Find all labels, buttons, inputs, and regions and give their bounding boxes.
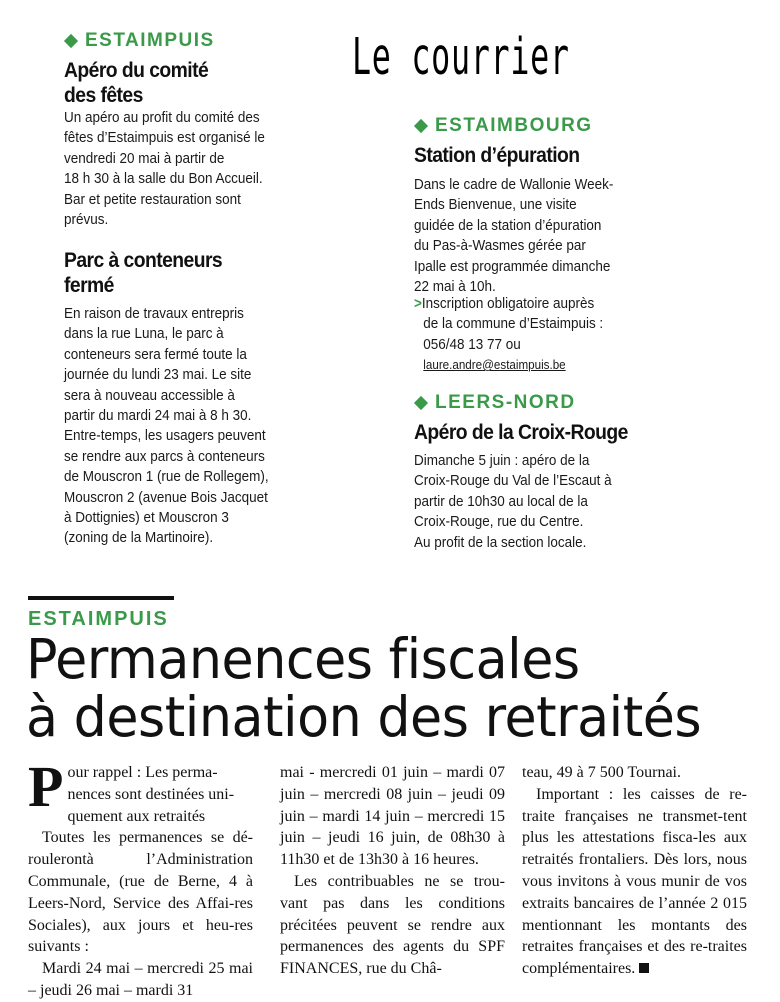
section-label-text: LEERS-NORD: [435, 392, 576, 413]
article-body-parc-conteneurs: [64, 304, 287, 549]
paragraph: Les contribuables ne se trou-vant pas dans les conditions précitées peuvent se rendre aux permanences des agents du SPF FINANCES, rue du Châ-: [280, 872, 505, 978]
section-label-leers-nord: [414, 392, 576, 414]
body-line: Un apéro au profit du comité des: [64, 110, 260, 126]
body-line: dans la rue Luna, le parc à: [64, 326, 224, 343]
body-line: du Pas-à-Wasmes gérée par: [414, 238, 586, 255]
diamond-bullet-icon: [414, 119, 428, 133]
paragraph: Toutes les permanences se dé-roulerontà l’Administration Communale, (rue de Berne, 4 à Leers-Nord, Service des Affai-res Sociales), aux jours et heu-res suivants :: [28, 829, 253, 956]
article-title-apero-comite: [64, 58, 276, 108]
body-line: 18 h 30 à la salle du Bon Accueil.: [64, 171, 263, 188]
masthead-title: Le courrier: [352, 28, 570, 87]
article-body-station-epuration: [414, 175, 637, 297]
paragraph-text: Important : les caisses de re-traite françaises ne transmet-tent plus les attestations fisca-les aux retraités frontaliers. Dès lors, nous vous invitons à vous munir de vos extraits bancaires de l’année 2 015 mentionnant les montants des retraites françaises et des re-traites complémentaires.: [522, 785, 747, 978]
lead-line: quement aux retraités: [67, 807, 206, 825]
info-line-text: Inscription obligatoire auprès: [421, 296, 595, 312]
paragraph: teau, 49 à 7 500 Tournai.: [522, 764, 681, 781]
body-line: partir du mardi 24 mai à 8 h 30.: [64, 408, 252, 425]
section-label-text: ESTAIMBOURG: [435, 115, 593, 136]
paragraph: Mardi 24 mai – mercredi 25 mai – jeudi 26 mai – mardi 31: [28, 960, 253, 999]
main-column-1: [28, 754, 253, 1002]
article-body-apero-comite: [64, 108, 287, 230]
title-line: Apéro du comité: [64, 59, 209, 82]
body-line: En raison de travaux entrepris: [64, 306, 244, 322]
body-line: Dans le cadre de Wallonie Week-: [414, 177, 614, 193]
body-line: Mouscron 2 (avenue Bois Jacquet: [64, 489, 268, 506]
body-line: de Mouscron 1 (rue de Rollegem),: [64, 469, 269, 486]
headline-line: à destination des retraités: [26, 685, 702, 749]
end-mark-icon: [639, 963, 649, 973]
main-column-2: [280, 762, 505, 980]
body-line: 22 mai à 10h.: [414, 279, 496, 296]
section-label-estaimpuis: [64, 30, 215, 52]
article-title-station-epuration: Station d’épuration: [414, 144, 580, 167]
info-line: 056/48 13 77 ou: [423, 336, 521, 353]
body-line: Entre-temps, les usagers peuvent: [64, 428, 266, 445]
body-line: Croix-Rouge, rue du Centre.: [414, 514, 584, 531]
body-line: se rendre aux parcs à conteneurs: [64, 448, 265, 465]
section-label-estaimbourg: [414, 115, 593, 137]
body-line: Dimanche 5 juin : apéro de la: [414, 453, 590, 469]
body-line: Bar et petite restauration sont: [64, 191, 241, 208]
section-label-text: ESTAIMPUIS: [85, 30, 215, 51]
body-line: Ends Bienvenue, une visite: [414, 197, 577, 214]
body-line: (zoning de la Martinoire).: [64, 530, 214, 547]
arrow-icon: >: [414, 296, 422, 312]
body-line: Croix-Rouge du Val de l’Escaut à: [414, 473, 612, 490]
info-line: [414, 294, 637, 314]
section-label-main: ESTAIMPUIS: [28, 608, 169, 630]
body-line: guidée de la station d’épuration: [414, 217, 602, 234]
body-line: journée du lundi 23 mai. Le site: [64, 367, 252, 384]
body-line: vendredi 20 mai à partir de: [64, 150, 225, 167]
body-line: sera à nouveau accessible à: [64, 387, 235, 404]
email-link[interactable]: laure.andre@estaimpuis.be: [423, 358, 566, 373]
article-title-parc-conteneurs: [64, 248, 276, 298]
body-line: fêtes d’Estaimpuis est organisé le: [64, 130, 265, 147]
body-line: prévus.: [64, 212, 109, 229]
headline-line: Permanences fiscales: [26, 627, 580, 691]
lead-line: our rappel : Les perma-: [67, 764, 218, 781]
registration-info: [414, 294, 637, 376]
title-line: des fêtes: [64, 84, 143, 107]
paragraph: [522, 784, 747, 980]
drop-cap: P: [28, 754, 64, 819]
article-title-apero-croix-rouge: Apéro de la Croix-Rouge: [414, 421, 628, 444]
lead-line: nences sont destinées uni-: [67, 785, 235, 803]
section-rule: [28, 596, 174, 600]
diamond-bullet-icon: [64, 34, 78, 48]
article-body-apero-croix-rouge: [414, 451, 637, 553]
main-column-3: [522, 762, 747, 980]
title-line: Parc à conteneurs: [64, 249, 223, 272]
body-line: conteneurs sera fermé toute la: [64, 346, 247, 363]
body-line: partir de 10h30 au local de la: [414, 493, 588, 510]
paragraph: mai - mercredi 01 juin – mardi 07 juin – mercredi 08 juin – jeudi 09 juin – mardi 14 juin – mercredi 15 juin – jeudi 16 juin, de 08h30 à 11h30 et de 13h30 à 16 heures.: [280, 764, 505, 869]
lead-paragraph: [28, 754, 253, 827]
body-line: Au profit de la section locale.: [414, 534, 587, 551]
info-line: de la commune d’Estaimpuis :: [423, 316, 604, 333]
diamond-bullet-icon: [414, 396, 428, 410]
title-line: fermé: [64, 274, 114, 297]
body-line: Ipalle est programmée dimanche: [414, 258, 611, 275]
body-line: à Dottignies) et Mouscron 3: [64, 510, 229, 527]
main-headline: [26, 627, 702, 749]
